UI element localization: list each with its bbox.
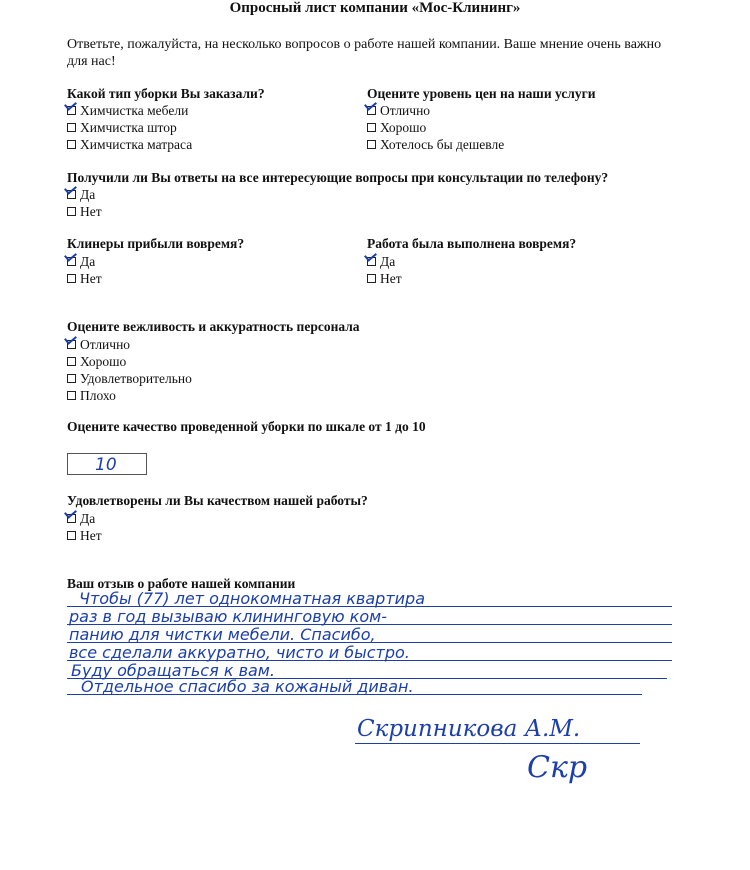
signature-name: Скрипникова А.М. [357,716,581,742]
option-yes[interactable]: Да [67,186,102,203]
signature-underline [355,743,640,744]
options-phone-consultation [67,186,102,220]
option-no[interactable]: Нет [67,203,102,220]
option-good[interactable]: Хорошо [67,353,192,370]
checkbox-icon[interactable] [67,140,76,149]
question-satisfaction: Удовлетворены ли Вы качеством нашей работы? [67,493,368,508]
option-good[interactable]: Хорошо [367,119,504,136]
review-line: раз в год вызываю клининговую ком- [69,607,387,626]
checkbox-icon[interactable] [67,257,76,266]
options-work-on-time [367,253,402,287]
option-poor[interactable]: Плохо [67,387,192,404]
option-excellent[interactable]: Отлично [67,336,192,353]
options-arrived-on-time [67,253,102,287]
option-mattress[interactable]: Химчистка матраса [67,136,192,153]
checkbox-icon[interactable] [67,207,76,216]
checkbox-icon[interactable] [67,374,76,383]
checkbox-icon[interactable] [367,140,376,149]
survey-title: Опросный лист компании «Мос-Клининг» [229,0,521,16]
review-label: Ваш отзыв о работе нашей компании [67,576,296,591]
checkbox-icon[interactable] [67,357,76,366]
question-phone-consultation: Получили ли Вы ответы на все интересующие вопросы при консультации по телефону? [67,170,609,185]
checkbox-icon[interactable] [67,340,76,349]
option-excellent[interactable]: Отлично [367,102,504,119]
options-cleaning-type [67,102,192,153]
question-cleaning-type: Какой тип уборки Вы заказали? [67,86,265,101]
options-staff-politeness [67,336,192,404]
option-satisfactory[interactable]: Удовлетворительно [67,370,192,387]
score-input[interactable]: 10 [67,453,147,475]
option-no[interactable]: Нет [67,270,102,287]
intro-text: Ответьте, пожалуйста, на несколько вопросов о работе нашей компании. Ваше мнение очень важно для нас! [67,37,662,69]
checkbox-icon[interactable] [67,123,76,132]
question-staff-politeness: Оцените вежливость и аккуратность персонала [67,319,360,334]
checkbox-icon[interactable] [367,123,376,132]
checkbox-icon[interactable] [67,514,76,523]
review-line: Чтобы (77) лет однокомнатная квартира [79,589,425,608]
option-curtains[interactable]: Химчистка штор [67,119,192,136]
question-work-on-time: Работа была выполнена вовремя? [367,236,577,251]
option-yes[interactable]: Да [367,253,402,270]
option-no[interactable]: Нет [367,270,402,287]
options-satisfaction [67,510,102,544]
checkbox-icon[interactable] [67,190,76,199]
question-price-level: Оцените уровень цен на наши услуги [367,86,596,101]
checkbox-icon[interactable] [67,274,76,283]
option-yes[interactable]: Да [67,253,102,270]
option-yes[interactable]: Да [67,510,102,527]
checkbox-icon[interactable] [367,106,376,115]
options-price-level [367,102,504,153]
review-text-area[interactable] [67,588,677,698]
review-line: Отдельное спасибо за кожаный диван. [81,677,414,696]
signature-mark: Скр [527,750,588,785]
checkbox-icon[interactable] [67,391,76,400]
question-quality-score: Оцените качество проведенной уборки по шкале от 1 до 10 [67,419,426,434]
review-line: Буду обращаться к вам. [71,661,275,680]
checkbox-icon[interactable] [367,257,376,266]
checkbox-icon[interactable] [367,274,376,283]
checkbox-icon[interactable] [67,531,76,540]
option-furniture[interactable]: Химчистка мебели [67,102,192,119]
checkbox-icon[interactable] [67,106,76,115]
option-no[interactable]: Нет [67,527,102,544]
review-line: панию для чистки мебели. Спасибо, [69,625,376,644]
option-cheaper[interactable]: Хотелось бы дешевле [367,136,504,153]
question-arrived-on-time: Клинеры прибыли вовремя? [67,236,245,251]
review-line: все сделали аккуратно, чисто и быстро. [69,643,410,662]
